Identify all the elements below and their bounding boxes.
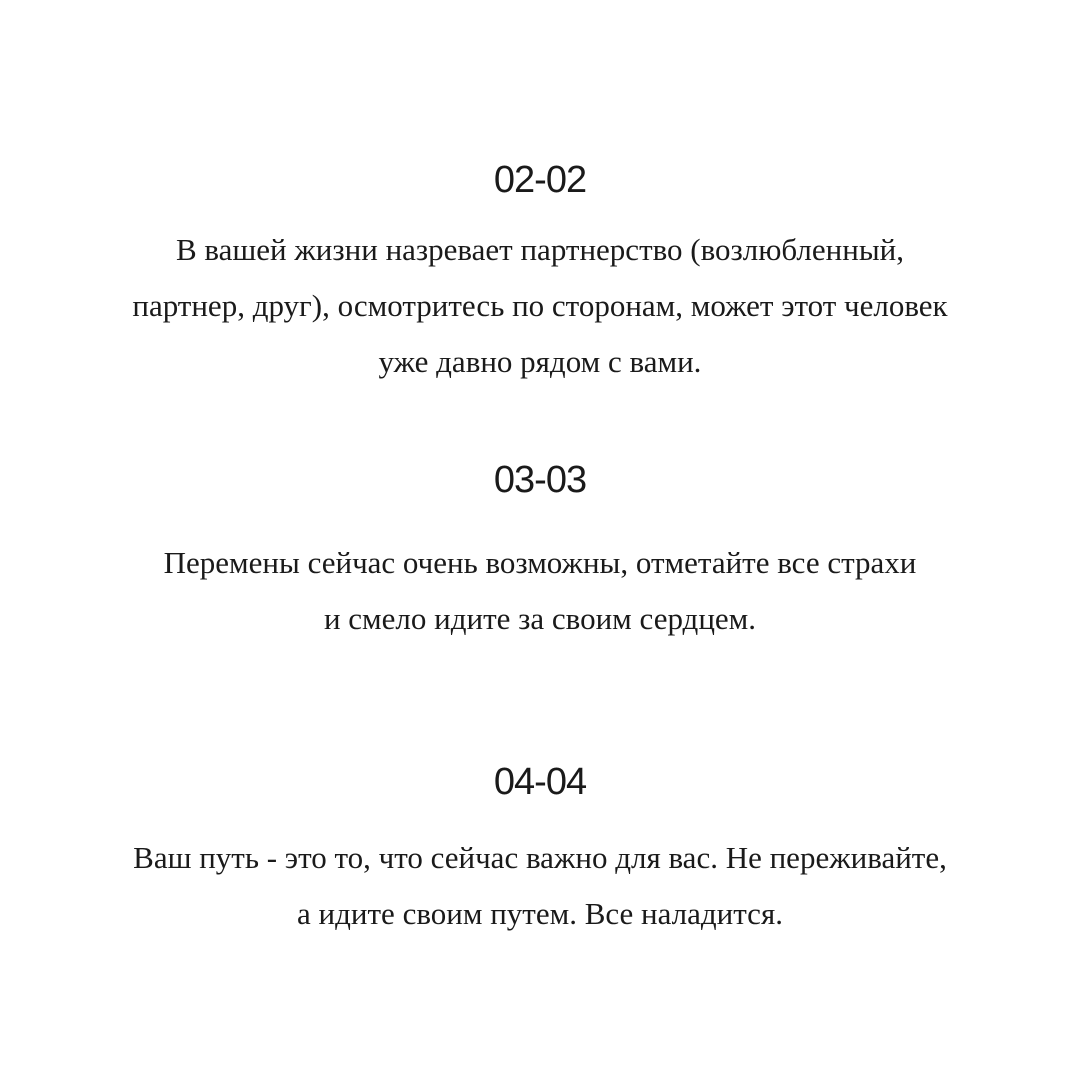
section-number-02-02: 02-02 — [493, 159, 587, 201]
text-line: и смело идите за своим сердцем. — [323, 601, 757, 636]
text-line: уже давно рядом с вами. — [378, 344, 702, 379]
text-line: Перемены сейчас очень возможны, отметайте все страхи — [163, 545, 917, 580]
text-line: В вашей жизни назревает партнерство (возлюбленный, — [176, 232, 904, 267]
section-text-03-03 — [40, 535, 1040, 647]
section-number-03-03: 03-03 — [493, 459, 587, 501]
text-line: партнер, друг), осмотритесь по сторонам, может этот человек — [132, 288, 948, 323]
section-text-02-02 — [40, 222, 1040, 390]
section-number-04-04: 04-04 — [493, 761, 587, 803]
section-text-04-04 — [40, 830, 1040, 942]
text-line: Ваш путь - это то, что сейчас важно для вас. Не переживайте, — [133, 840, 947, 875]
text-line: а идите своим путем. Все наладится. — [297, 896, 783, 931]
